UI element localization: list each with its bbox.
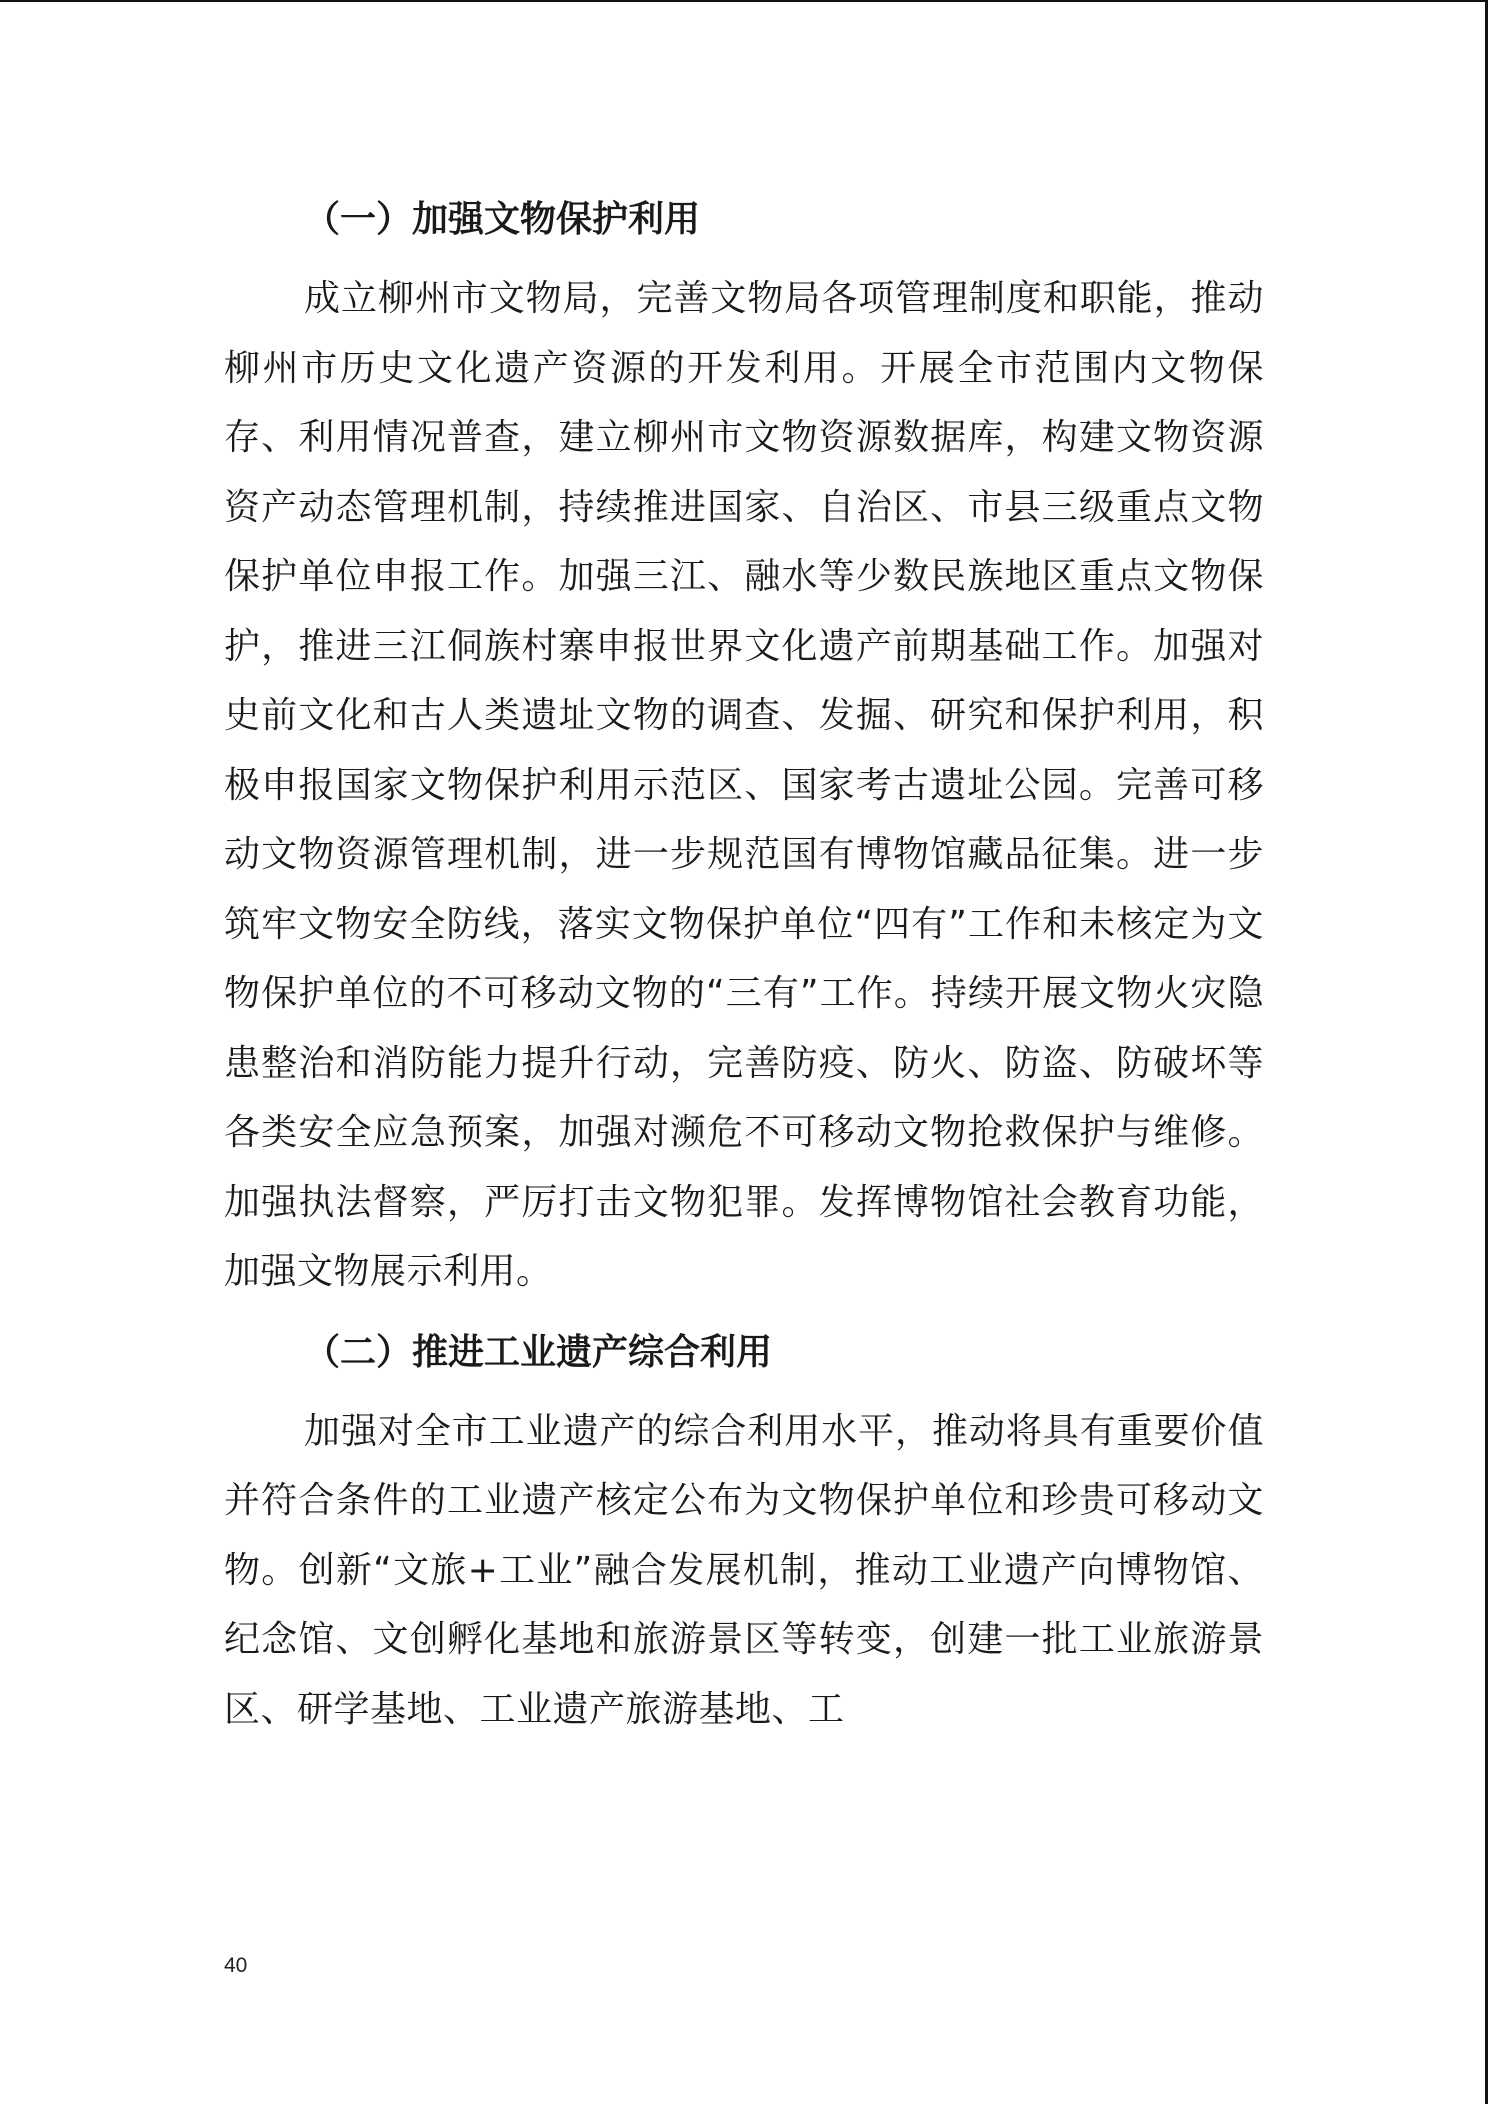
page-number: 40 [224,1954,248,1977]
section-heading-1: （一）加强文物保护利用 [304,199,701,240]
section-paragraph-1: 成立柳州市文物局，完善文物局各项管理制度和职能，推动柳州市历史文化遗产资源的开发利用。开展全市范围内文物保存、利用情况普查，建立柳州市文物资源数据库，构建文物资源资产动态管理机制，持续推进国家、自治区、市县三级重点文物保护单位申报工作。加强三江、融水等少数民族地区重点文物保护，推进三江侗族村寨申报世界文化遗产前期基础工作。加强对史前文化和古人类遗址文物的调查、发掘、研究和保护利用，积极申报国家文物保护利用示范区、国家考古遗址公园。完善可移动文物资源管理机制，进一步规范国有博物馆藏品征集。进一步筑牢文物安全防线，落实文物保护单位“四有”工作和未核定为文物保护单位的不可移动文物的“三有”工作。持续开展文物火灾隐患整治和消防能力提升行动，完善防疫、防火、防盗、防破坏等各类安全应急预案，加强对濒危不可移动文物抢救保护与维修。加强执法督察，严厉打击文物犯罪。发挥博物馆社会教育功能，加强文物展示利用。 [224,278,1264,1292]
document-body [224,190,1264,1744]
section-paragraph-2: 加强对全市工业遗产的综合利用水平，推动将具有重要价值并符合条件的工业遗产核定公布为文物保护单位和珍贵可移动文物。创新“文旅+工业”融合发展机制，推动工业遗产向博物馆、纪念馆、文创孵化基地和旅游景区等转变，创建一批工业旅游景区、研学基地、工业遗产旅游基地、工 [224,1410,1264,1730]
top-border-line [0,0,1488,2]
section-heading-2: （二）推进工业遗产综合利用 [304,1331,773,1373]
